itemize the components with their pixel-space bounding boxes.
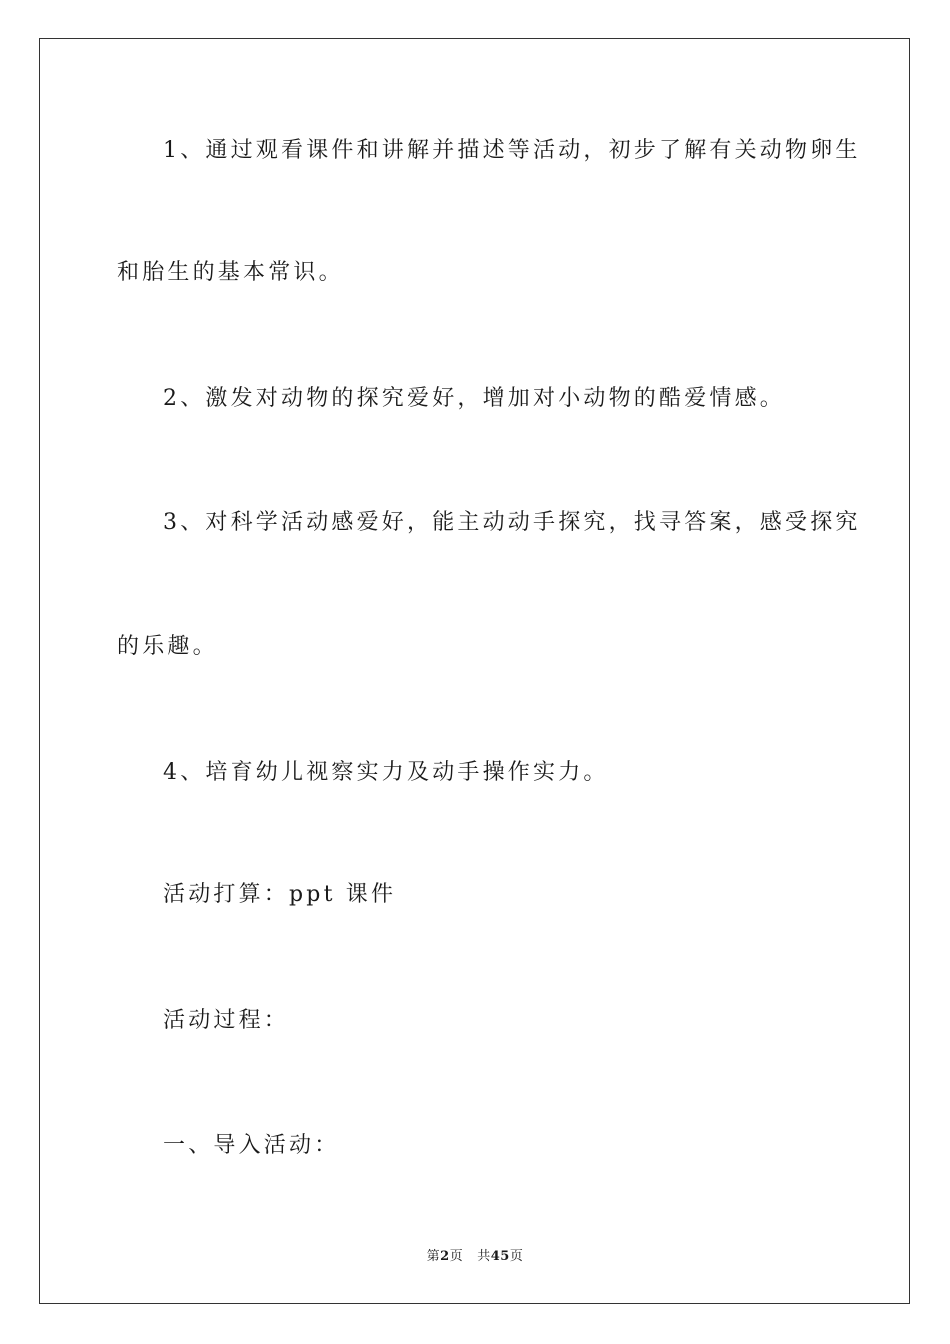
footer-total-number: 45 <box>490 1249 510 1264</box>
footer-page-prefix: 第 <box>426 1249 441 1264</box>
paragraph-objective-1-line-2: 和胎生的基本常识。 <box>117 260 344 285</box>
paragraph-objective-3-line-1: 3、对科学活动感爱好，能主动动手探究，找寻答案，感受探究 <box>163 510 861 535</box>
paragraph-objective-2: 2、激发对动物的探究爱好，增加对小动物的酷爱情感。 <box>163 386 785 411</box>
paragraph-process-heading: 活动过程： <box>163 1008 290 1033</box>
footer-total-suffix: 页 <box>509 1249 524 1264</box>
paragraph-objective-1-line-1: 1、通过观看课件和讲解并描述等活动，初步了解有关动物卵生 <box>163 138 861 163</box>
paragraph-preparation: 活动打算：ppt 课件 <box>163 882 397 907</box>
page-footer <box>0 1245 950 1264</box>
page-border <box>39 38 910 1304</box>
footer-page-suffix: 页 <box>449 1249 464 1264</box>
footer-page-number: 2 <box>440 1249 450 1264</box>
paragraph-objective-3-line-2: 的乐趣。 <box>117 634 218 659</box>
paragraph-objective-4: 4、培育幼儿视察实力及动手操作实力。 <box>163 760 609 785</box>
footer-total-prefix: 共 <box>477 1249 491 1264</box>
paragraph-section-1-heading: 一、导入活动： <box>163 1133 340 1158</box>
